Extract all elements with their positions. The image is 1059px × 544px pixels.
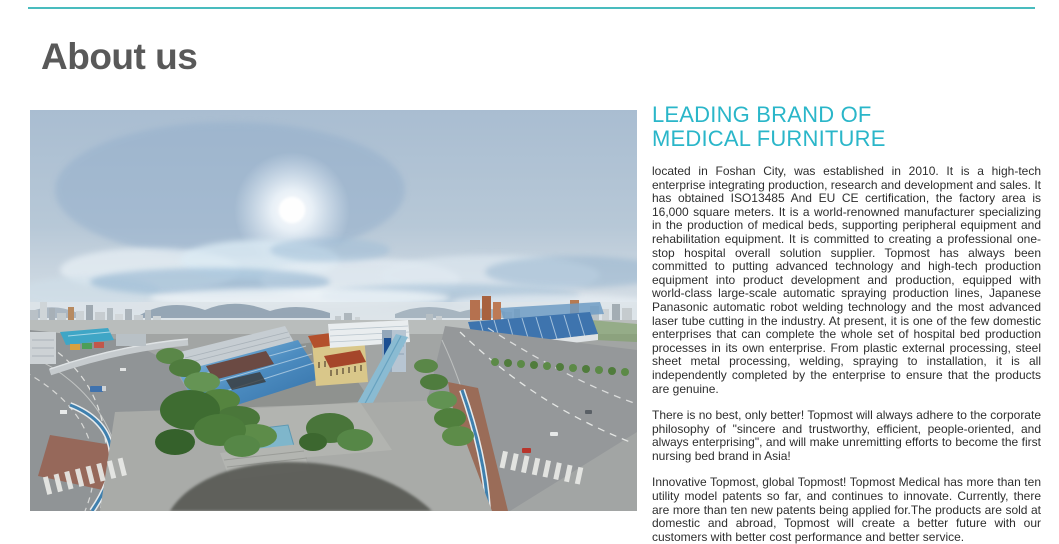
panorama-illustration bbox=[30, 110, 637, 511]
about-paragraph-1: located in Foshan City, was established in 2010. It is a high-tech enterprise integrating production, research and development and sales. It has obtained ISO13485 And EU CE certification, the factory area is 16,000 square meters. It is a world-renowned manufacturer specializing in the production of medical beds, supporting peripheral equipment and rehabilitation equipment. It is committed to creating a professional one-stop hospital overall solution supplier. Topmost has always been committed to putting advanced technology and high-tech production equipment into product development and production, equipped with world-class large-scale automatic spraying production lines, Japanese Panasonic automatic robot welding technology and the most advanced laser tube cutting in the industry. At present, it is one of the few domestic enterprises that can complete the whole set of hospital bed production processes in its own enterprise. From plastic external processing, steel sheet metal processing, welding, spraying to installation, it is all independently completed by the enterprise to ensure that the products are genuine. bbox=[652, 164, 1041, 396]
top-divider-line bbox=[28, 7, 1035, 9]
page-title: About us bbox=[41, 36, 198, 77]
factory-aerial-panorama bbox=[30, 110, 637, 511]
about-paragraph-2: There is no best, only better! Topmost will always adhere to the corporate philosophy of "sincere and trustworthy, efficient, people-oriented, and always enterprising", and will make unremitting efforts to become the first nursing bed brand in Asia! bbox=[652, 408, 1041, 463]
about-text-column bbox=[652, 103, 1041, 544]
about-paragraph-3: Innovative Topmost, global Topmost! Topmost Medical has more than ten utility model patents so far, and continues to innovate. Currently, there are more than ten new patents being applied for.The products are sold at domestic and abroad, Topmost will create a better future with our customers with better cost performance and better service. bbox=[652, 475, 1041, 544]
section-heading-line2: MEDICAL FURNITURE bbox=[652, 126, 886, 151]
section-heading bbox=[652, 103, 1041, 151]
section-heading-line1: LEADING BRAND OF bbox=[652, 102, 872, 127]
